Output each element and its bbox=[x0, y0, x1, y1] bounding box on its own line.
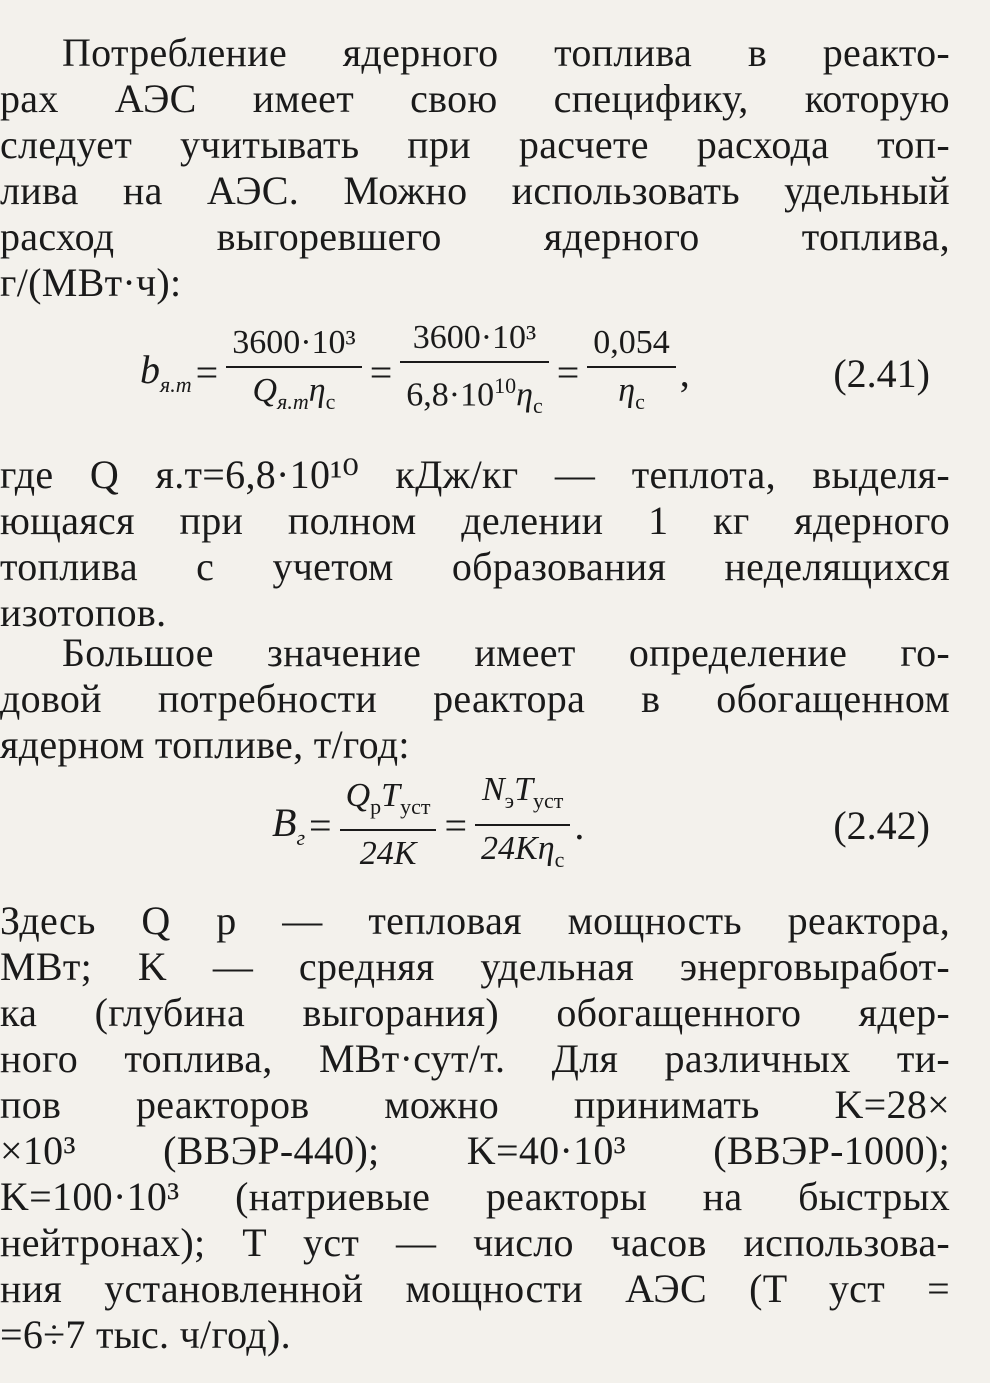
text-line: Большое значение имеет определение го- bbox=[62, 630, 950, 675]
text-line: Здесь Q р — тепловая мощность реактора, bbox=[0, 898, 950, 943]
equation-number: (2.42) bbox=[833, 803, 930, 848]
fraction: $\frac{\text{3600·10³}}{6,8\cdot 10^{10}\eta_с}$ bbox=[400, 319, 548, 425]
text-line: пов реакторов можно принимать K=28× bbox=[0, 1082, 950, 1127]
text-line: Потребление ядерного топлива в реакто- bbox=[62, 30, 950, 75]
paragraph-annual-demand bbox=[0, 630, 950, 768]
text-line: ного топлива, МВт·сут/т. Для различных ти- bbox=[0, 1036, 950, 1081]
equation-number: (2.41) bbox=[833, 351, 930, 396]
text-line: расход выгоревшего ядерного топлива, bbox=[0, 214, 950, 259]
text-line: рах АЭС имеет свою специфику, которую bbox=[0, 76, 950, 121]
text-line: г/(МВт·ч): bbox=[0, 260, 182, 305]
text-line: изотопов. bbox=[0, 590, 167, 635]
fraction: $\frac{0,054}{\eta_с}$ bbox=[587, 324, 676, 421]
text-line: МВт; K — средняя удельная энерговыработ- bbox=[0, 944, 950, 989]
text-line: =6÷7 тыс. ч/год). bbox=[0, 1312, 291, 1357]
fraction: $\frac{\text{3600·10³}}{Q_{я.т}\eta_с}$ bbox=[226, 324, 362, 421]
text-line: K=100·10³ (натриевые реакторы на быстрых bbox=[0, 1174, 950, 1219]
text-line: нейтронах); T уст — число часов использова- bbox=[0, 1220, 950, 1265]
fraction: $\frac{Q_рT_{уст}}{24K}$ bbox=[340, 777, 437, 874]
equation-2-41: $b_{я.т}$ = $\frac{\text{3600·10³}}{Q_{я.т}\eta_с}$ = $\frac{\text{3600·10³}}{6,8\cdot 10^{10}\eta_с}$ = $\frac{0,054}{\eta_с}$ , (2.41) bbox=[0, 322, 960, 422]
text-line: где Q я.т=6,8·10¹⁰ кДж/кг — теплота, выделя- bbox=[0, 452, 950, 497]
paragraph-definition-q bbox=[0, 452, 950, 636]
text-line: довой потребности реактора в обогащенном bbox=[0, 676, 950, 721]
text-line: ка (глубина выгорания) обогащенного ядер- bbox=[0, 990, 950, 1035]
paragraph-variables bbox=[0, 898, 950, 1358]
equation-2-42: $B_г$ = $\frac{Q_рT_{уст}}{24K}$ = $\frac{N_эT_{уст}}{24K\eta_с}$ . (2.42) bbox=[0, 770, 960, 880]
text-line: топлива с учетом образования неделящихся bbox=[0, 544, 950, 589]
text-line: ния установленной мощности АЭС (T уст = bbox=[0, 1266, 950, 1311]
fraction: $\frac{N_эT_{уст}}{24K\eta_с}$ bbox=[475, 771, 570, 879]
text-line: ядерном топливе, т/год: bbox=[0, 722, 410, 767]
text-line: ×10³ (ВВЭР-440); K=40·10³ (ВВЭР-1000); bbox=[0, 1128, 950, 1173]
text-line: следует учитывать при расчете расхода топ- bbox=[0, 122, 950, 167]
text-line: ющаяся при полном делении 1 кг ядерного bbox=[0, 498, 950, 543]
paragraph-fuel-consumption bbox=[0, 30, 950, 306]
eq-lhs: $B_г$ bbox=[272, 800, 306, 850]
text-line: лива на АЭС. Можно использовать удельный bbox=[0, 168, 950, 213]
eq-lhs: $b_{я.т}$ bbox=[140, 347, 192, 397]
